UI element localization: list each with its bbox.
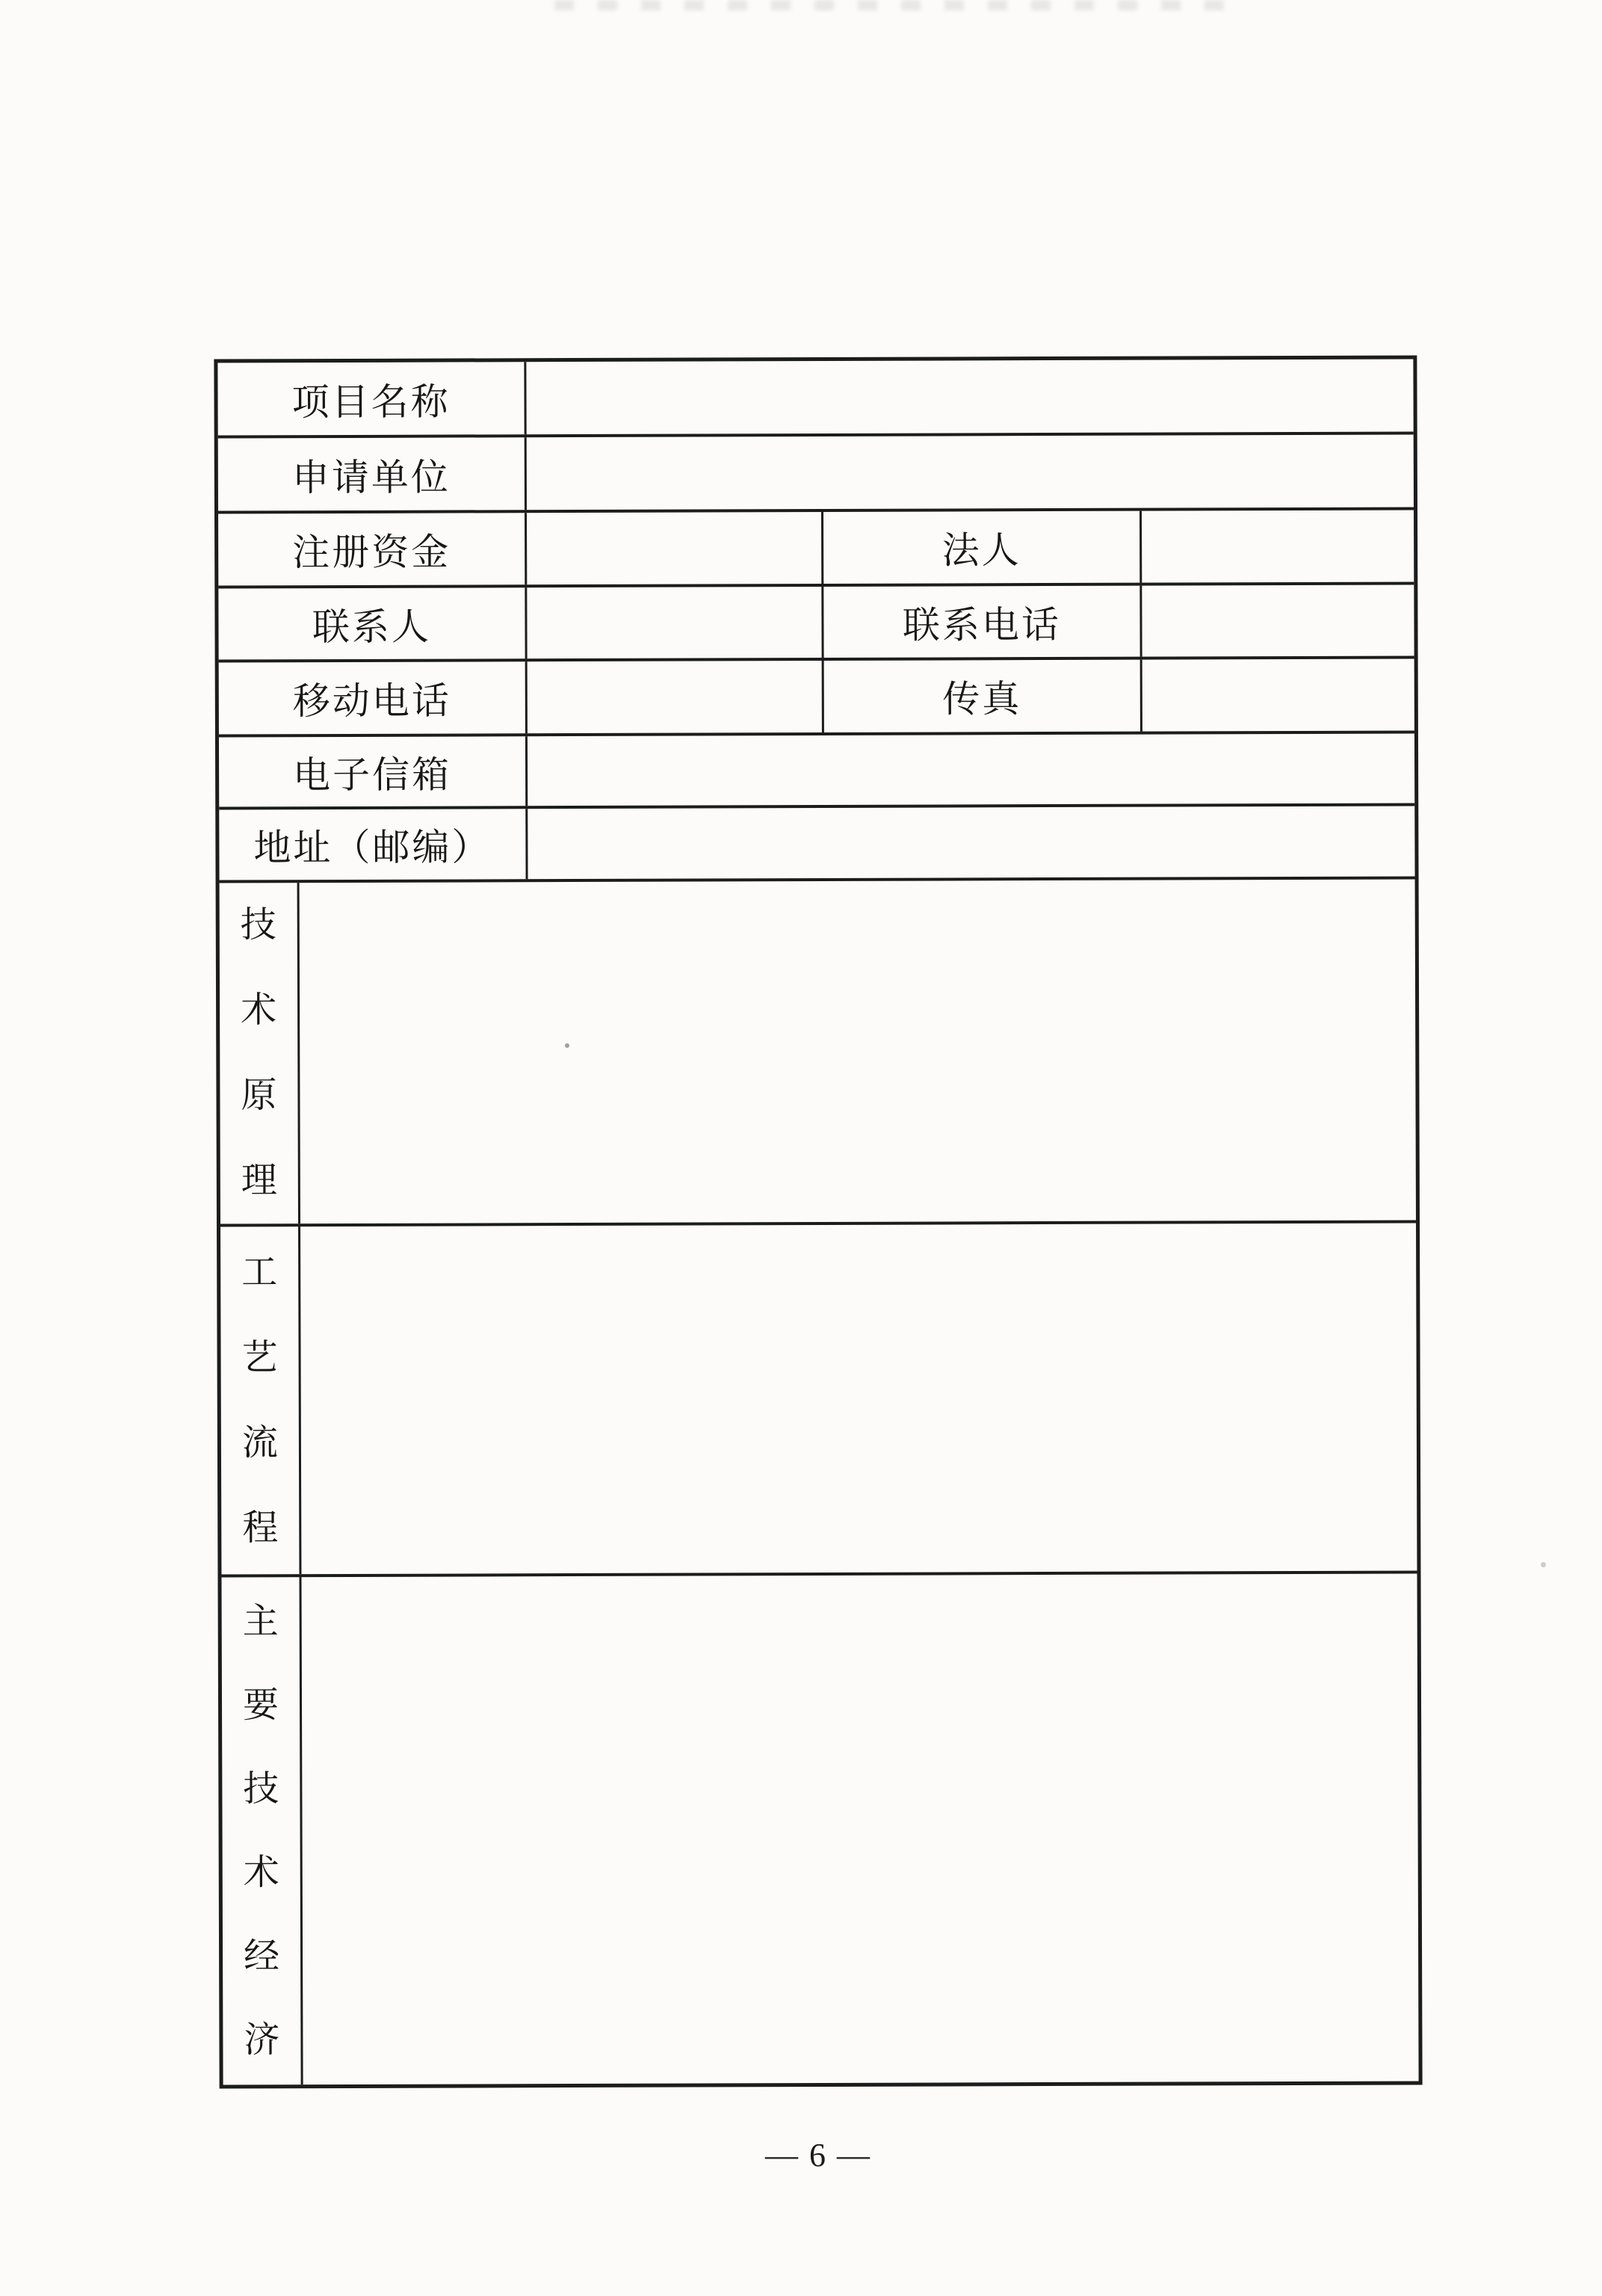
- form-row-contact-person-phone: [218, 584, 1414, 662]
- applicant-unit-label: 申请单位: [218, 437, 527, 510]
- form-row-address-postcode: [219, 806, 1414, 883]
- legal-person-label: 法人: [823, 511, 1142, 584]
- contact-person-value-cell[interactable]: [527, 587, 823, 658]
- form-row-project-name: [217, 359, 1413, 438]
- main-technical-economic-label: 主 要 技 术 经 济: [221, 1577, 303, 2084]
- project-name-value-cell[interactable]: [526, 359, 1413, 434]
- page-number: — 6 —: [765, 2137, 871, 2173]
- form-row-registered-capital-legal-person: [218, 510, 1414, 588]
- technical-principle-content-cell[interactable]: [300, 879, 1416, 1223]
- legal-person-value-cell[interactable]: [1142, 510, 1414, 582]
- application-form: [214, 355, 1422, 2088]
- project-name-label: 项目名称: [217, 362, 526, 435]
- section-main-technical-economic: [221, 1573, 1418, 2084]
- section-process-flow: [220, 1223, 1417, 1577]
- registered-capital-label: 注册资金: [218, 513, 527, 585]
- contact-person-label: 联系人: [218, 587, 527, 659]
- email-value-cell[interactable]: [528, 733, 1414, 806]
- process-flow-content-cell[interactable]: [300, 1223, 1417, 1574]
- form-row-applicant-unit: [218, 434, 1414, 513]
- section-technical-principle: [220, 879, 1416, 1226]
- registered-capital-value-cell[interactable]: [527, 512, 823, 584]
- application-form-table: [214, 355, 1422, 2088]
- main-technical-economic-content-cell[interactable]: [301, 1573, 1418, 2084]
- contact-phone-value-cell[interactable]: [1142, 584, 1414, 656]
- form-row-mobile-fax: [219, 658, 1414, 737]
- applicant-unit-value-cell[interactable]: [527, 434, 1414, 510]
- scan-speck: [1541, 1562, 1546, 1567]
- fax-value-cell[interactable]: [1142, 658, 1414, 731]
- fax-label: 传真: [824, 660, 1142, 732]
- address-postcode-label: 地址（邮编）: [219, 809, 528, 880]
- technical-principle-label: 技 术 原 理: [220, 883, 300, 1223]
- address-postcode-value-cell[interactable]: [528, 806, 1414, 879]
- process-flow-label: 工 艺 流 程: [220, 1226, 301, 1574]
- mobile-phone-label: 移动电话: [219, 661, 528, 734]
- email-label: 电子信箱: [219, 736, 528, 806]
- contact-phone-label: 联系电话: [823, 586, 1142, 658]
- mobile-phone-value-cell[interactable]: [528, 661, 824, 733]
- form-row-email: [219, 733, 1414, 809]
- bleedthrough-artifact: [554, 0, 1227, 10]
